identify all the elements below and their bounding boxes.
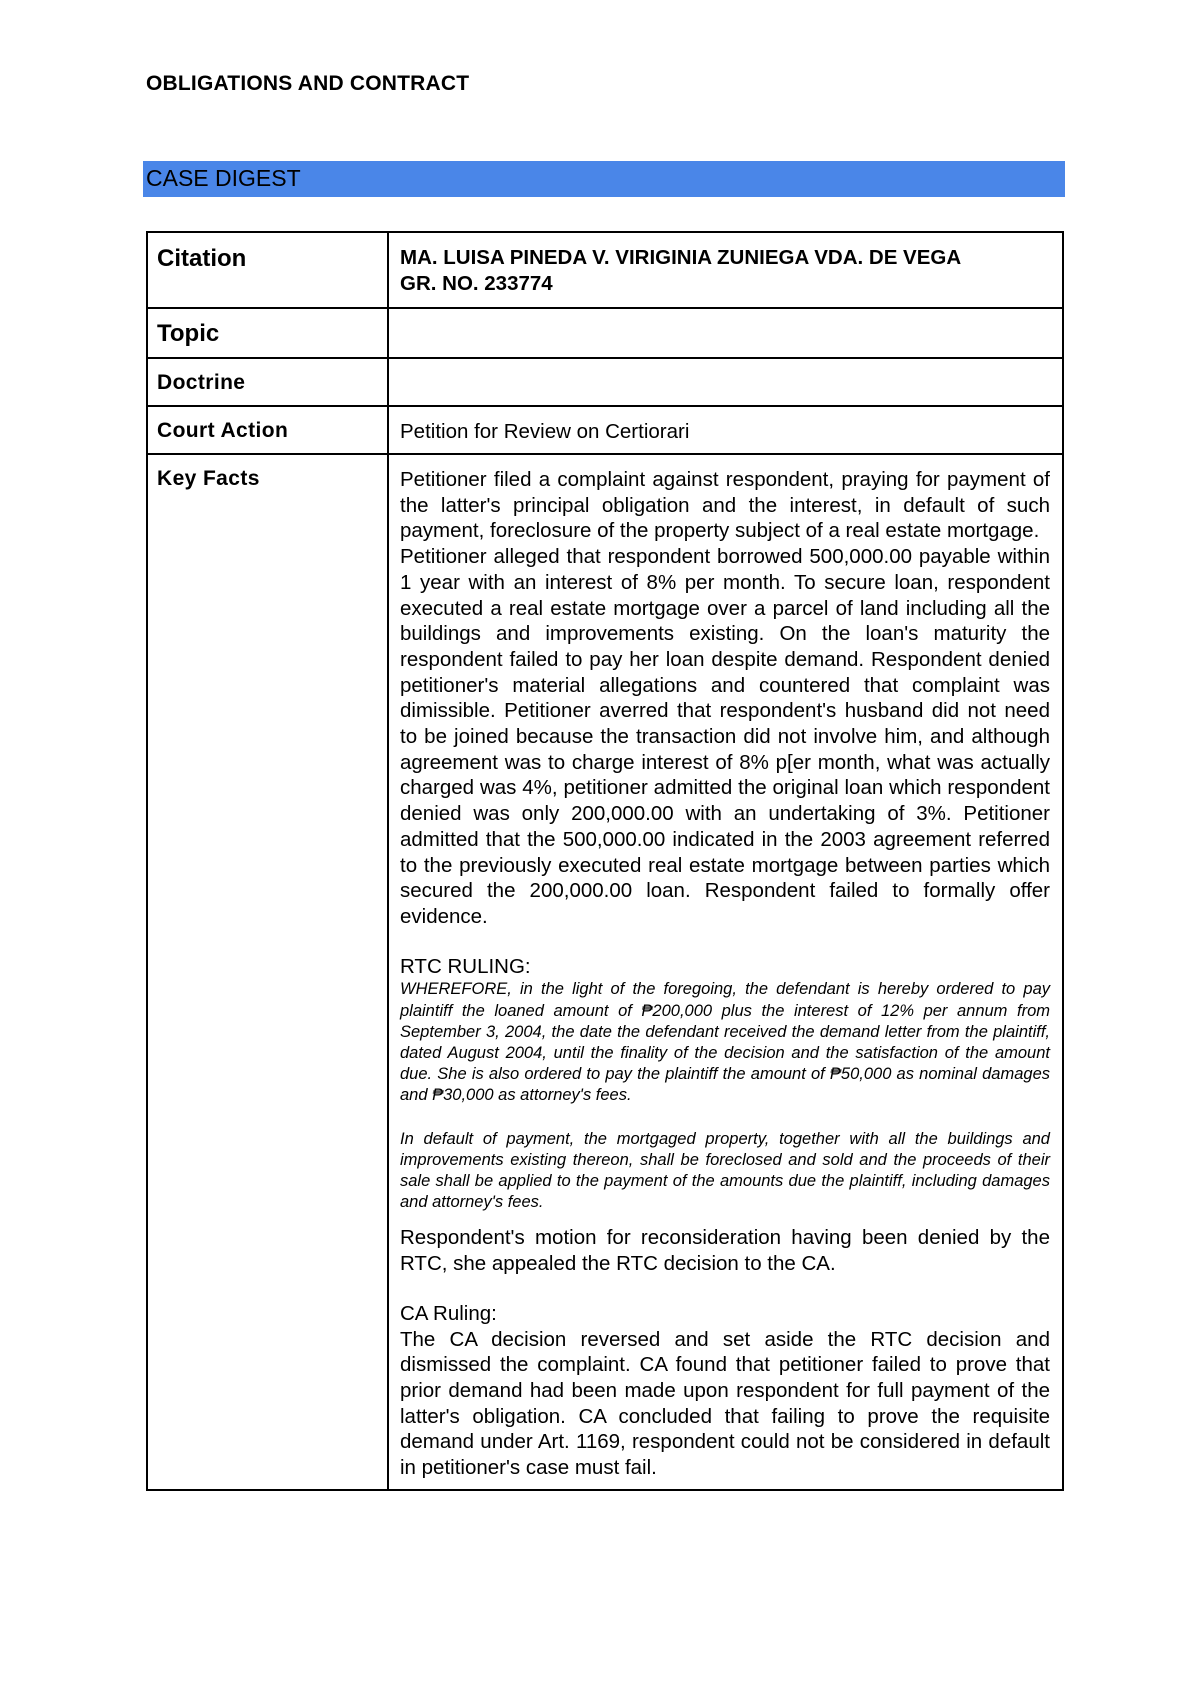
doctrine-row bbox=[147, 358, 1063, 406]
doctrine-label: Doctrine bbox=[157, 371, 246, 394]
key-facts-value-cell bbox=[388, 454, 1063, 1490]
doctrine-value-cell bbox=[388, 358, 1063, 406]
key-facts-row bbox=[147, 454, 1063, 1490]
rtc-ruling-heading: RTC RULING: bbox=[400, 954, 531, 978]
banner-label: CASE DIGEST bbox=[146, 165, 301, 191]
ca-ruling-heading: CA Ruling: bbox=[400, 1301, 497, 1325]
case-digest-table bbox=[146, 231, 1064, 1491]
case-title: MA. LUISA PINEDA V. VIRIGINIA ZUNIEGA VDA. DE VEGA bbox=[400, 246, 962, 269]
citation-label: Citation bbox=[157, 245, 247, 272]
court-action-value-cell bbox=[388, 406, 1063, 454]
spacer bbox=[400, 930, 1050, 954]
court-action-row bbox=[147, 406, 1063, 454]
doctrine-label-cell bbox=[147, 358, 388, 406]
rtc-ruling-paragraph-2: In default of payment, the mortgaged property, together with all the buildings and improvements existing thereon, shall be foreclosed and sold and the proceeds of their sale shall be applied to the payment of the amounts due the plaintiff, including damages and attorney's fees. bbox=[400, 1129, 1050, 1212]
case-digest-banner bbox=[143, 161, 1065, 197]
case-number: GR. NO. 233774 bbox=[400, 271, 553, 295]
ca-ruling-paragraph: The CA decision reversed and set aside the RTC decision and dismissed the complaint. CA found that petitioner failed to prove that prior demand had been made upon respondent for full payment of the latter's obligation. CA concluded that failing to prove the requisite demand under Art. 1169, respondent could not be considered in default in petitioner's case must fail. bbox=[400, 1327, 1050, 1480]
topic-label: Topic bbox=[157, 320, 220, 347]
spacer bbox=[400, 1213, 1050, 1225]
key-facts-paragraph-3: Respondent's motion for reconsideration having been denied by the RTC, she appealed the RTC decision to the CA. bbox=[400, 1226, 1050, 1276]
citation-row bbox=[147, 232, 1063, 308]
court-action-label-cell bbox=[147, 406, 388, 454]
citation-value-cell bbox=[388, 232, 1063, 308]
topic-value-cell bbox=[388, 308, 1063, 358]
rtc-ruling-paragraph-1: WHEREFORE, in the light of the foregoing, the defendant is hereby ordered to pay plaintiff the loaned amount of ₱200,000 plus the interest of 12% per annum from September 3, 2004, the date the defendant received the demand letter from the plaintiff, dated August 2004, until the finality of the decision and the satisfaction of the amount due. She is also ordered to pay the plaintiff the amount of ₱50,000 as nominal damages and ₱30,000 as attorney's fees. bbox=[400, 980, 1050, 1105]
key-facts-paragraph-2: Petitioner alleged that respondent borrowed 500,000.00 payable within 1 year with an interest of 8% per month. To secure loan, respondent executed a real estate mortgage over a parcel of land including all the buildings and improvements existing. On the loan's maturity the respondent failed to pay her loan despite demand. Respondent denied petitioner's material allegations and countered that complaint was dimissible. Petitioner averred that respondent's husband did not need to be joined because the transaction did not involve him, and although agreement was to charge interest of 8% p[er month, what was actually charged was 4%, petitioner admitted the original loan which respondent denied was only 200,000.00 with an undertaking of 3%. Petitioner admitted that the 500,000.00 indicated in the 2003 agreement referred to the previously executed real estate mortgage between parties which secured the 200,000.00 loan. Respondent failed to formally offer evidence. bbox=[400, 545, 1050, 928]
topic-row bbox=[147, 308, 1063, 358]
topic-label-cell bbox=[147, 308, 388, 358]
key-facts-paragraph-1: Petitioner filed a complaint against respondent, praying for payment of the latter's principal obligation and the interest, in default of such payment, foreclosure of the property subject of a real estate mortgage. bbox=[400, 468, 1050, 543]
key-facts-label: Key Facts bbox=[157, 467, 260, 490]
document-title: OBLIGATIONS AND CONTRACT bbox=[146, 72, 470, 95]
spacer bbox=[400, 1277, 1050, 1301]
spacer bbox=[400, 1107, 1050, 1129]
court-action-value: Petition for Review on Certiorari bbox=[400, 420, 690, 443]
court-action-label: Court Action bbox=[157, 419, 289, 442]
citation-label-cell bbox=[147, 232, 388, 308]
key-facts-label-cell bbox=[147, 454, 388, 1490]
